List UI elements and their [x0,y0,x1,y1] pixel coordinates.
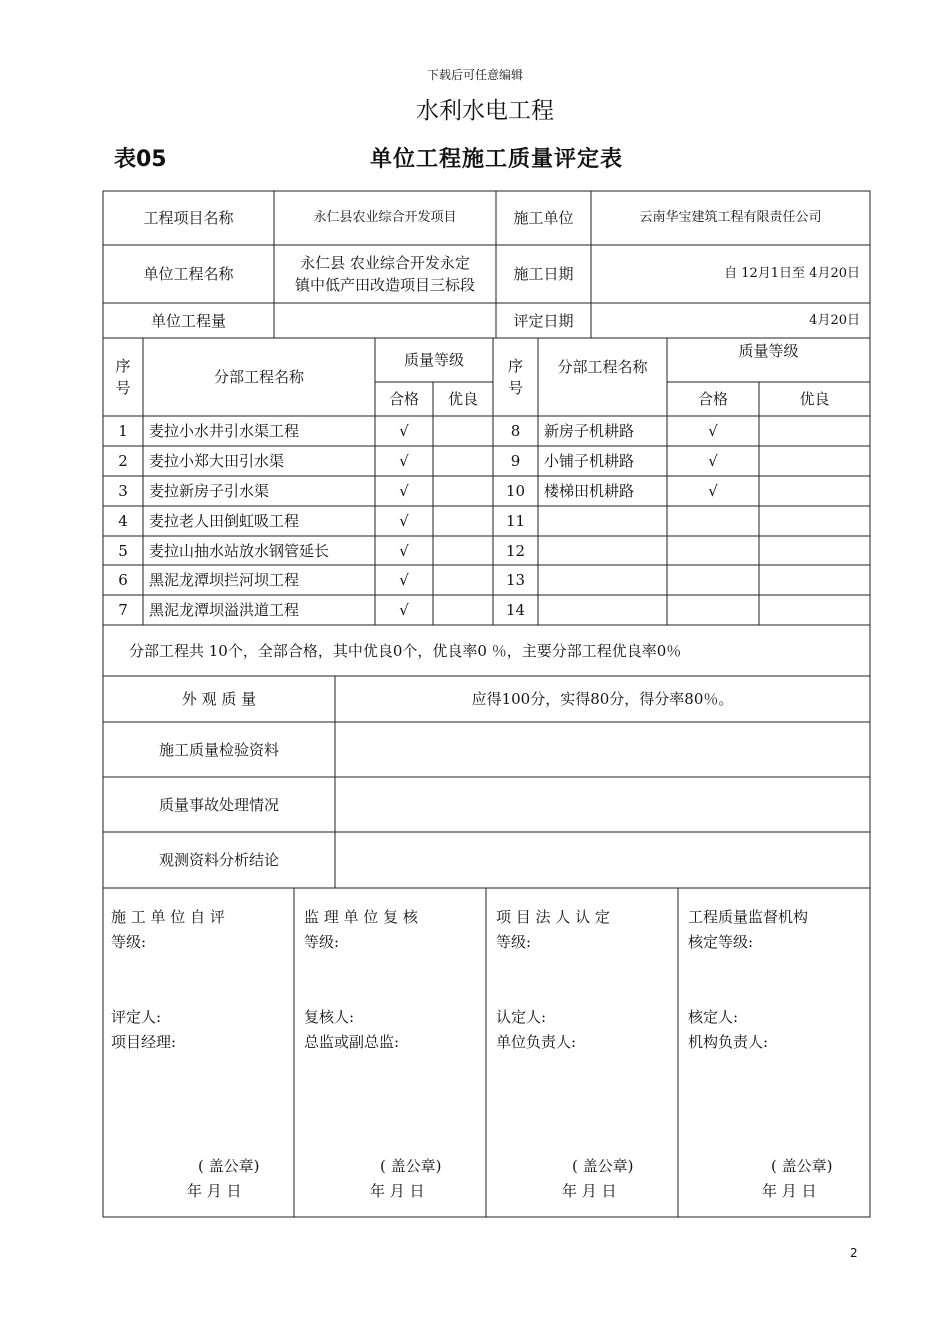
excellent-mark [433,476,493,506]
seq-header-char1: 序 [507,357,523,375]
contractor-value: 云南华宝建筑工程有限责任公司 [639,210,822,225]
pass-header-left: 合格 [388,390,419,408]
accident-label: 质量事故处理情况 [158,795,279,814]
row-number: 7 [118,601,128,619]
subproject-name [538,595,667,625]
seq-header-left [103,338,143,416]
excellent-mark [759,446,870,476]
subproject-name: 麦拉小郑大田引水渠 [149,452,285,470]
contractor-person2-label: 项目经理: [111,1033,177,1051]
eval-date-value: 4月20日 [809,312,860,328]
owner-seal-label: ( 盖公章) [572,1157,634,1175]
unit-name-line2: 镇中低产田改造项目三标段 [294,276,475,294]
owner-date-label: 年 月 日 [562,1182,617,1200]
row-number: 13 [505,571,526,589]
excellent-mark [759,536,870,565]
eval-date-label: 评定日期 [513,311,574,330]
row-number: 14 [505,601,526,619]
pass-mark: √ [708,452,718,470]
pass-mark: √ [399,422,409,440]
excellent-mark [759,565,870,595]
row-number: 2 [118,452,128,470]
pass-header-right: 合格 [697,390,728,408]
subproject-name: 麦拉小水井引水渠工程 [149,422,300,440]
pass-mark: √ [399,541,409,560]
grade-header-left: 质量等级 [403,351,464,369]
excellent-mark [433,506,493,536]
supervisor-sign-title: 监 理 单 位 复 核 [304,908,418,926]
unit-name-line1: 永仁县 农业综合开发永定 [300,254,470,272]
subproject-name: 麦拉山抽水站放水钢管延长 [149,541,330,560]
row-number: 11 [505,512,526,530]
subproject-name: 麦拉老人田倒虹吸工程 [149,512,300,530]
subproject-name: 麦拉新房子引水渠 [149,482,270,500]
row-number: 3 [118,482,128,500]
inspection-agency-person1-label: 核定人: [688,1008,739,1026]
owner-sign-title: 项 目 法 人 认 定 [496,908,610,926]
subproject-name: 楼梯田机耕路 [544,482,635,500]
excellent-mark [759,476,870,506]
contractor-sign-title: 施 工 单 位 自 评 [111,908,225,926]
row-number: 1 [118,422,128,440]
subproject-name: 黑泥龙潭坝溢洪道工程 [149,601,300,619]
subproject-name: 黑泥龙潭坝拦河坝工程 [149,571,300,589]
sub-name-header-left: 分部工程名称 [213,368,304,386]
pass-mark: √ [399,482,409,500]
excellent-mark [759,595,870,625]
inspection-label: 施工质量检验资料 [158,740,279,759]
form-title: 单位工程施工质量评定表 [370,147,624,172]
excellent-header-right: 优良 [799,390,830,408]
row-number: 4 [118,512,128,530]
inspection-value [335,722,870,777]
excellent-mark [433,446,493,476]
accident-value [335,777,870,832]
main-title: 水利水电工程 [416,98,554,124]
subproject-name: 新房子机耕路 [544,422,635,440]
pass-mark [667,565,759,595]
seq-header-char1: 序 [115,357,131,375]
project-name-label: 工程项目名称 [143,209,234,227]
pass-mark: √ [399,512,409,530]
construction-date-label: 施工日期 [513,265,574,283]
owner-person2-label: 单位负责人: [496,1033,577,1051]
row-number: 10 [505,482,526,500]
seq-header-right [493,338,538,416]
contractor-label: 施工单位 [513,209,574,227]
pass-mark: √ [399,452,409,470]
appearance-value: 应得100分，实得80分，得分率80％。 [471,690,734,708]
supervisor-person2-label: 总监或副总监: [304,1033,400,1051]
owner-person1-label: 认定人: [496,1008,547,1026]
sub-name-header-right: 分部工程名称 [557,358,648,376]
pass-mark: √ [399,571,409,589]
project-name-value: 永仁县农业综合开发项目 [313,210,457,225]
observation-value [335,832,870,888]
excellent-mark [759,506,870,536]
excellent-mark [433,416,493,446]
unit-name-label: 单位工程名称 [143,265,234,283]
contractor-date-label: 年 月 日 [187,1182,242,1200]
inspection-agency-person2-label: 机构负责人: [688,1033,769,1051]
subproject-name [538,565,667,595]
seq-header-char2: 号 [115,379,131,397]
excellent-mark [759,416,870,446]
row-number: 6 [118,571,128,589]
inspection-agency-sign-title: 工程质量监督机构 [688,908,809,926]
unit-quantity-label: 单位工程量 [150,311,226,330]
row-number: 5 [118,541,128,560]
row-number: 9 [510,452,521,470]
owner-grade-label: 等级: [496,933,532,951]
seq-header-char2: 号 [507,379,523,397]
observation-label: 观测资料分析结论 [158,851,279,869]
row-number: 8 [510,422,521,440]
unit-name-value [274,245,496,303]
pass-mark [667,506,759,536]
page-number: 2 [850,1246,858,1260]
supervisor-seal-label: ( 盖公章) [380,1157,442,1175]
inspection-agency-grade-label: 核定等级: [688,933,754,951]
unit-quantity-value [274,303,496,338]
contractor-person1-label: 评定人: [111,1008,162,1026]
supervisor-date-label: 年 月 日 [370,1182,425,1200]
inspection-agency-date-label: 年 月 日 [762,1182,817,1200]
row-number: 12 [505,541,526,560]
inspection-agency-seal-label: ( 盖公章) [771,1157,833,1175]
excellent-mark [433,536,493,565]
supervisor-grade-label: 等级: [304,933,340,951]
top-note: 下载后可任意编辑 [426,68,523,82]
excellent-mark [433,595,493,625]
grade-header-right: 质量等级 [738,342,799,360]
construction-date-value: 自 12月1日至 4月20日 [724,266,860,281]
form-number: 表05 [114,147,167,172]
pass-mark [667,595,759,625]
excellent-mark [433,565,493,595]
subproject-name: 小铺子机耕路 [544,452,635,470]
subproject-name [538,506,667,536]
supervisor-person1-label: 复核人: [304,1008,355,1026]
pass-mark: √ [708,482,718,500]
pass-mark: √ [708,422,718,440]
contractor-grade-label: 等级: [111,933,147,951]
subproject-name [538,536,667,565]
pass-mark [667,536,759,565]
contractor-seal-label: ( 盖公章) [198,1157,260,1175]
summary-text: 分部工程共 10个，全部合格，其中优良0个，优良率0 ％，主要分部工程优良率0％ [129,641,682,660]
excellent-header-left: 优良 [447,390,478,408]
appearance-label: 外 观 质 量 [181,690,257,708]
pass-mark: √ [399,601,409,619]
